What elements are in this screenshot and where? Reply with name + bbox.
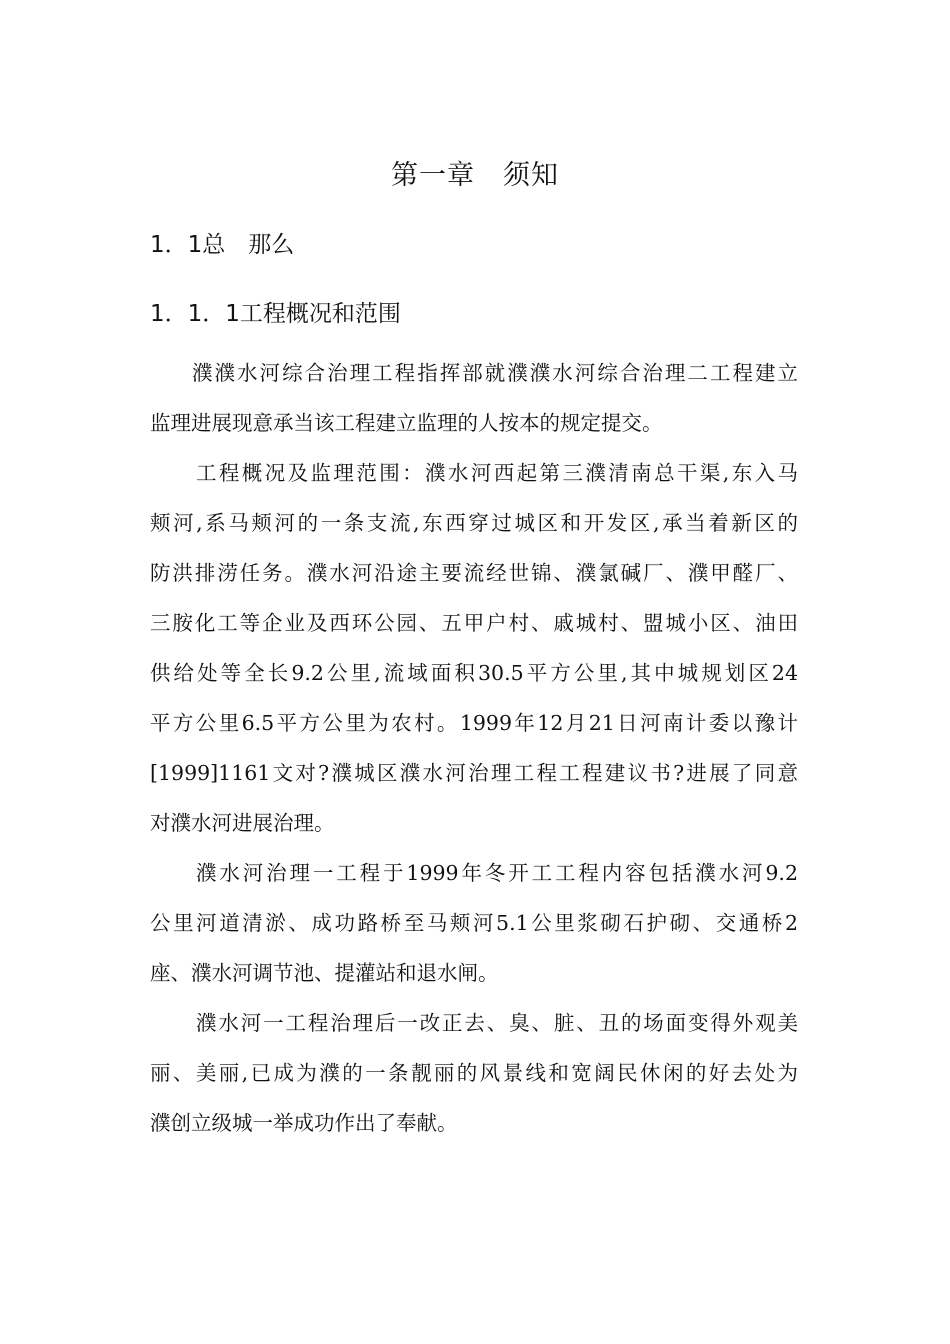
paragraph-line: 濮水河一工程治理后一改正去、臭、脏、丑的场面变得外观美 [196,1011,798,1035]
paragraph-line: 濮水河治理一工程于1999年冬开工工程内容包括濮水河9.2 [196,861,798,885]
paragraph-line: 供给处等全长9.2公里,流域面积30.5平方公里,其中城规划区24 [150,661,798,685]
section-heading: 1．1总 那么 [150,232,295,258]
subsection-heading: 1．1．1工程概况和范围 [150,301,401,327]
paragraph-line: 濮创立级城一举成功作出了奉献。 [150,1111,458,1135]
paragraph-line: 工程概况及监理范围：濮水河西起第三濮清南总干渠,东入马 [196,461,798,485]
paragraph-line: 座、濮水河调节池、提灌站和退水闸。 [150,961,499,985]
paragraph-line: 公里河道清淤、成功路桥至马颊河5.1公里浆砌石护砌、交通桥2 [150,911,798,935]
paragraph-line: 三胺化工等企业及西环公园、五甲户村、戚城村、盟城小区、油田 [150,611,798,635]
paragraph-line: 对濮水河进展治理。 [150,811,335,835]
paragraph-line: [1999]1161文对?濮城区濮水河治理工程工程建议书?进展了同意 [150,761,798,785]
paragraph-line: 颊河,系马颊河的一条支流,东西穿过城区和开发区,承当着新区的 [150,511,798,535]
paragraph-outcome [150,998,798,1148]
paragraph-project-overview [150,448,798,848]
paragraph-line: 濮濮水河综合治理工程指挥部就濮濮水河综合治理二工程建立 [192,361,798,385]
paragraph-line: 监理进展现意承当该工程建立监理的人按本的规定提交。 [150,411,663,435]
paragraph-line: 丽、美丽,已成为濮的一条靓丽的风景线和宽阔民休闲的好去处为 [150,1061,798,1085]
paragraph-line: 防洪排涝任务。濮水河沿途主要流经世锦、濮氯碱厂、濮甲醛厂、 [150,561,798,585]
chapter-title: 第一章 须知 [391,160,559,191]
paragraph-line: 平方公里6.5平方公里为农村。1999年12月21日河南计委以豫计 [150,711,798,735]
paragraph-phase-one-works [150,848,798,998]
paragraph-scope-intro [150,348,798,448]
